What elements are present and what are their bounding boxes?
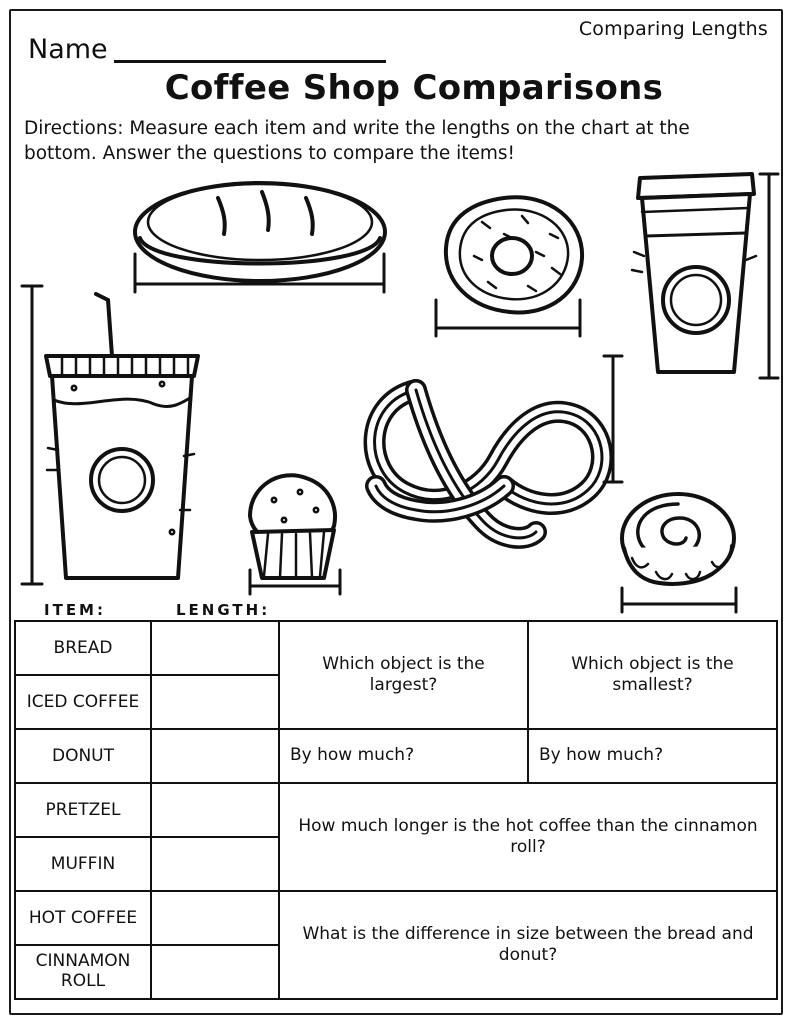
- page-title: Coffee Shop Comparisons: [164, 68, 664, 108]
- cinnamon-roll-measure-bar: [622, 588, 736, 612]
- question-bread-vs-donut: What is the difference in size between the bread and donut?: [279, 891, 777, 999]
- bread-loaf: [135, 183, 385, 281]
- length-hot-coffee[interactable]: [151, 891, 279, 945]
- table-row: [15, 891, 777, 945]
- iced-coffee-measure-bar: [22, 286, 42, 584]
- worksheet-topic: Comparing Lengths: [578, 18, 768, 40]
- item-hot-coffee: HOT COFFEE: [15, 891, 151, 945]
- cinnamon-roll: [622, 494, 734, 584]
- question-hot-coffee-vs-cinnamon-roll: How much longer is the hot coffee than the cinnamon roll?: [279, 783, 777, 891]
- name-label: Name: [28, 34, 108, 65]
- length-pretzel[interactable]: [151, 783, 279, 837]
- item-bread: BREAD: [15, 621, 151, 675]
- muffin: [250, 475, 335, 578]
- iced-coffee-cup: [46, 294, 198, 578]
- pretzel: [375, 390, 602, 538]
- illustration-area: [12, 160, 780, 615]
- question-smallest: Which object is the smallest?: [528, 621, 777, 729]
- length-bread[interactable]: [151, 621, 279, 675]
- question-by-how-much-2: By how much?: [528, 729, 777, 783]
- item-column-header: ITEM:: [44, 601, 106, 619]
- measurement-chart: [14, 620, 778, 1000]
- table-row: [15, 783, 777, 837]
- question-by-how-much-1: By how much?: [279, 729, 528, 783]
- length-iced-coffee[interactable]: [151, 675, 279, 729]
- length-muffin[interactable]: [151, 837, 279, 891]
- length-column-header: LENGTH:: [176, 601, 271, 619]
- item-iced-coffee: ICED COFFEE: [15, 675, 151, 729]
- question-largest: Which object is the largest?: [279, 621, 528, 729]
- directions-text: Directions: Measure each item and write the lengths on the chart at the bottom. Answer the questions to compare the items!: [24, 118, 690, 165]
- item-donut: DONUT: [15, 729, 151, 783]
- table-row: [15, 729, 777, 783]
- name-input-line[interactable]: [114, 40, 386, 63]
- item-muffin: MUFFIN: [15, 837, 151, 891]
- length-cinnamon-roll[interactable]: [151, 945, 279, 999]
- name-field-row: [28, 36, 386, 63]
- length-donut[interactable]: [151, 729, 279, 783]
- item-pretzel: PRETZEL: [15, 783, 151, 837]
- donut: [446, 197, 582, 312]
- hot-coffee-cup: [632, 174, 756, 372]
- hot-coffee-measure-bar: [760, 174, 778, 378]
- item-cinnamon-roll: CINNAMON ROLL: [15, 945, 151, 999]
- table-row: [15, 621, 777, 675]
